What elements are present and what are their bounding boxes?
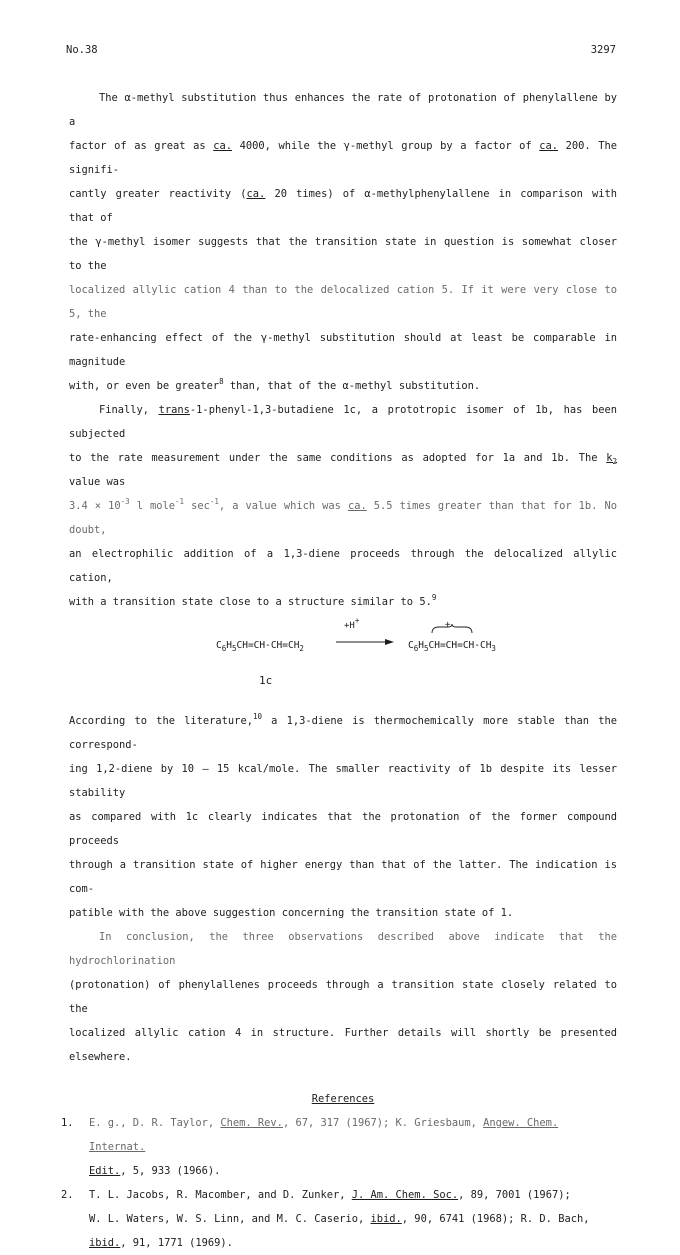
text-span: localized allylic cation 4 in structure. Further details will shortly be presented elsewhere. — [69, 1027, 617, 1063]
product-formula — [408, 634, 496, 658]
text-line — [69, 901, 617, 925]
text-line — [69, 230, 617, 278]
text-span: 200. The signifi- — [69, 140, 617, 176]
text-line — [69, 374, 617, 398]
text-span: , 90, 6741 (1968); R. D. Bach, — [401, 1213, 590, 1225]
text-span: , 89, 7001 (1967); — [458, 1189, 571, 1201]
text-span: 3.4 × 10 — [69, 500, 121, 512]
text-span: rate-enhancing effect of the γ-methyl substitution should at least be comparable in magnitude — [69, 332, 617, 368]
reference-line — [89, 1207, 617, 1231]
text-span: , a value which was — [218, 500, 348, 512]
reaction-scheme — [69, 614, 617, 709]
text-span: , 5, 933 (1966). — [120, 1165, 221, 1177]
text-line — [69, 134, 617, 182]
text-span: with a transition state close to a structure similar to 5. — [69, 596, 432, 608]
arrow-icon — [336, 616, 394, 656]
text-span: than, that of the α-methyl substitution. — [223, 380, 481, 392]
reference-item — [61, 1111, 617, 1183]
text-line — [69, 326, 617, 374]
formula-part: CH=CH-CH=CH — [236, 640, 300, 651]
text-span: 4000, while the γ-methyl group by a factor of — [232, 140, 540, 152]
abbreviation-ca: ca. — [347, 500, 367, 512]
journal-issue-number: No.38 — [66, 44, 98, 56]
text-span: According to the literature, — [69, 715, 253, 727]
k-symbol: k — [606, 452, 613, 464]
superscript: -3 — [120, 497, 130, 506]
text-line — [69, 853, 617, 901]
reference-line — [89, 1231, 617, 1255]
reagent-text: +H — [344, 621, 355, 631]
text-span: patible with the above suggestion concerning the transition state of 1. — [69, 907, 514, 919]
heading-text: References — [311, 1093, 375, 1105]
text-span: 5.5 times greater than that for 1b. No doubt, — [69, 500, 617, 536]
delocalization-bracket-icon — [431, 624, 473, 634]
text-span: localized allylic cation 4 than to the delocalized cation 5. If it were very close to 5, the — [69, 284, 617, 320]
reference-number: 2. — [61, 1189, 74, 1201]
text-span: with, or even be greater — [69, 380, 220, 392]
rate-constant-k2 — [606, 452, 617, 464]
text-span: E. g., D. R. Taylor, — [89, 1117, 221, 1129]
journal-title: Angew. Chem. Internat. — [89, 1117, 559, 1153]
subscript: 5 — [231, 644, 237, 653]
subscript: 5 — [423, 644, 429, 653]
paragraph-methyl-substitution — [69, 86, 617, 398]
journal-title: Chem. Rev. — [220, 1117, 283, 1129]
subscript: 3 — [491, 644, 496, 653]
text-span: l mole — [129, 500, 176, 512]
superscript: + — [354, 616, 360, 625]
reference-line — [89, 1111, 617, 1159]
footnote-ref: 8 — [219, 377, 224, 386]
superscript: -1 — [175, 497, 185, 506]
subscript: 6 — [413, 644, 419, 653]
subscript: 2 — [299, 644, 304, 653]
page-number: 3297 — [590, 44, 616, 56]
text-span: as compared with 1c clearly indicates that the protonation of the former compound proceeds — [69, 811, 617, 847]
text-span: (protonation) of phenylallenes proceeds through a transition state closely related to the — [69, 979, 617, 1015]
text-span: an electrophilic addition of a 1,3-diene proceeds through the delocalized allylic cation, — [69, 548, 617, 584]
text-line — [69, 709, 617, 757]
paragraph-conclusion — [69, 925, 617, 1069]
italic-trans: trans — [158, 404, 190, 416]
reactant-formula — [216, 634, 304, 658]
text-span: value was — [69, 476, 126, 488]
text-span: factor of as great as — [69, 140, 214, 152]
text-line — [69, 398, 617, 446]
formula-part: CH=CH=CH-CH — [428, 640, 492, 651]
paragraph-literature — [69, 709, 617, 925]
text-line — [69, 925, 617, 973]
reference-number: 1. — [61, 1117, 74, 1129]
reference-line — [89, 1183, 617, 1207]
text-line — [69, 590, 617, 614]
subscript: 2 — [612, 457, 617, 466]
abbreviation-ca: ca. — [539, 140, 559, 152]
text-span: W. L. Waters, W. S. Linn, and M. C. Caserio, — [89, 1213, 371, 1225]
formula-part: C — [408, 640, 414, 651]
text-line — [69, 805, 617, 853]
formula-part: C — [216, 640, 222, 651]
subscript: 6 — [221, 644, 227, 653]
text-line — [69, 973, 617, 1021]
journal-title: ibid. — [370, 1213, 402, 1225]
journal-title: Edit. — [89, 1165, 121, 1177]
text-span: -1-phenyl-1,3-butadiene 1c, a prototropic isomer of 1b, has been subjected — [69, 404, 617, 440]
text-span: sec — [184, 500, 210, 512]
text-span: , 91, 1771 (1969). — [120, 1237, 233, 1249]
references-heading — [69, 1087, 617, 1111]
abbreviation-ca: ca. — [213, 140, 233, 152]
compound-label: 1c — [259, 674, 273, 687]
formula-part: H — [226, 640, 232, 651]
text-span: cantly greater reactivity ( — [69, 188, 247, 200]
journal-title: J. Am. Chem. Soc. — [351, 1189, 459, 1201]
text-line — [69, 542, 617, 590]
footnote-ref: 10 — [252, 712, 262, 721]
text-span: to the rate measurement under the same conditions as adopted for 1a and 1b. The — [69, 452, 607, 464]
text-span: Finally, — [99, 404, 159, 416]
text-line — [69, 86, 617, 134]
reference-line — [89, 1159, 617, 1183]
text-span: In conclusion, the three observations described above indicate that the hydrochlorination — [69, 931, 617, 967]
text-line — [69, 1021, 617, 1069]
text-span: T. L. Jacobs, R. Macomber, and D. Zunker, — [89, 1189, 352, 1201]
text-line — [69, 494, 617, 542]
paragraph-butadiene — [69, 398, 617, 614]
formula-part: H — [418, 640, 424, 651]
text-span: through a transition state of higher energy than that of the latter. The indication is com- — [69, 859, 617, 895]
text-line — [69, 446, 617, 494]
text-line — [69, 278, 617, 326]
reference-item — [61, 1183, 617, 1255]
text-span: The α-methyl substitution thus enhances the rate of protonation of phenylallene by a — [69, 92, 617, 128]
abbreviation-ca: ca. — [246, 188, 266, 200]
cation-charge: + — [445, 620, 451, 630]
text-line — [69, 757, 617, 805]
text-span: 20 times) of α-methylphenylallene in comparison with that of — [69, 188, 617, 224]
text-span: , 67, 317 (1967); K. Griesbaum, — [282, 1117, 484, 1129]
text-span: ing 1,2-diene by 10 — 15 kcal/mole. The smaller reactivity of 1b despite its lesser stability — [69, 763, 617, 799]
article-body — [61, 86, 617, 1255]
text-span: the γ-methyl isomer suggests that the transition state in question is somewhat closer to the — [69, 236, 617, 272]
reaction-arrow — [336, 616, 394, 656]
footnote-ref: 9 — [431, 593, 437, 602]
superscript: -1 — [209, 497, 219, 506]
text-line — [69, 182, 617, 230]
journal-title: ibid. — [89, 1237, 121, 1249]
text-span: a 1,3-diene is thermochemically more stable than the correspond- — [69, 715, 617, 751]
